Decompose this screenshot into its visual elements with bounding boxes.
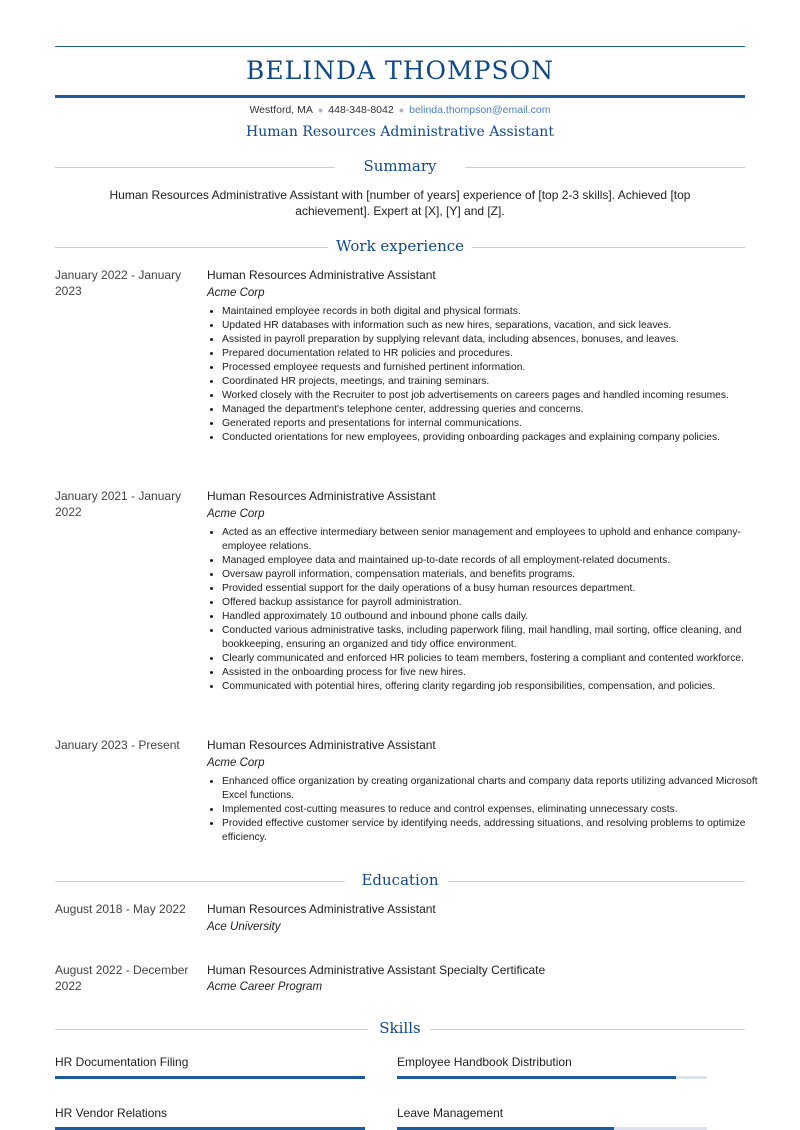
header-rule bbox=[55, 95, 745, 98]
skill-name: Employee Handbook Distribution bbox=[397, 1055, 572, 1069]
bullet-item: • Implemented cost-cutting measures to reduce and control expenses, eliminating unnecessary costs. bbox=[222, 803, 760, 817]
divider bbox=[465, 167, 745, 168]
skill-name: Leave Management bbox=[397, 1106, 504, 1120]
separator-dot-icon: ● bbox=[317, 105, 324, 115]
section-title: Education bbox=[361, 871, 439, 889]
skills-section-header bbox=[55, 1019, 745, 1039]
bullet-item: • Offered backup assistance for payroll administration. bbox=[222, 596, 760, 610]
bullet-item: • Prepared documentation related to HR policies and procedures. bbox=[222, 347, 760, 361]
skill-item bbox=[55, 1054, 365, 1070]
phone: 448-348-8042 bbox=[328, 104, 394, 116]
bullet-item: • Coordinated HR projects, meetings, and training seminars. bbox=[222, 375, 760, 389]
entry-title: Human Resources Administrative Assistant bbox=[207, 268, 436, 282]
bullet-item: • Oversaw payroll information, compensation materials, and benefits programs. bbox=[222, 568, 760, 582]
section-title: Work experience bbox=[335, 237, 465, 255]
section-title: Skills bbox=[379, 1019, 421, 1037]
email-link[interactable]: belinda.thompson@email.com bbox=[409, 104, 551, 116]
bullet-item: • Processed employee requests and furnished pertinent information. bbox=[222, 361, 760, 375]
bullet-item: • Enhanced office organization by creating organizational charts and company data reports utilizing advanced Microsoft Excel functions. bbox=[222, 775, 760, 803]
contact-line bbox=[55, 104, 745, 116]
entry-title: Human Resources Administrative Assistant bbox=[207, 902, 436, 916]
entry-bullets bbox=[207, 775, 760, 845]
job-role: Human Resources Administrative Assistant bbox=[246, 124, 554, 140]
bullet-item: • Managed employee data and maintained up-to-date records of all employment-related documents. bbox=[222, 554, 760, 568]
top-rule bbox=[55, 46, 745, 47]
candidate-name: BELINDA THOMPSON bbox=[246, 56, 554, 85]
entry-bullets bbox=[207, 305, 760, 445]
skill-level-fill bbox=[397, 1076, 676, 1079]
work-section-header bbox=[55, 237, 745, 257]
divider bbox=[430, 1029, 745, 1030]
bullet-item: • Handled approximately 10 outbound and inbound phone calls daily. bbox=[222, 610, 760, 624]
separator-dot-icon: ● bbox=[398, 105, 405, 115]
skill-level-bar bbox=[397, 1076, 707, 1079]
skill-item bbox=[397, 1105, 707, 1121]
entry-title: Human Resources Administrative Assistant bbox=[207, 489, 436, 503]
entry-organization: Acme Corp bbox=[207, 508, 265, 520]
summary-text: Human Resources Administrative Assistant with [number of years] experience of [top 2-3 skills]. Achieved [top achievement]. Expert at [X], [Y] and [Z]. bbox=[109, 188, 691, 218]
entry-bullets bbox=[207, 526, 760, 694]
divider bbox=[472, 247, 745, 248]
bullet-item: • Provided essential support for the daily operations of a busy human resources department. bbox=[222, 582, 760, 596]
skill-item bbox=[55, 1105, 365, 1121]
bullet-item: • Clearly communicated and enforced HR policies to team members, fostering a compliant and contented workforce. bbox=[222, 652, 760, 666]
bullet-item: • Communicated with potential hires, offering clarity regarding job responsibilities, compensation, and policies. bbox=[222, 680, 760, 694]
skill-name: HR Vendor Relations bbox=[55, 1106, 168, 1120]
divider bbox=[448, 881, 745, 882]
skill-name: HR Documentation Filing bbox=[55, 1055, 189, 1069]
entry-organization: Acme Career Program bbox=[207, 981, 323, 993]
bullet-item: • Conducted orientations for new employees, providing onboarding packages and explaining company policies. bbox=[222, 431, 760, 445]
section-title: Summary bbox=[363, 157, 437, 175]
bullet-item: • Acted as an effective intermediary between senior management and employees to uphold and enhance company-employee relations. bbox=[222, 526, 760, 554]
entry-date: January 2021 - January 2022 bbox=[55, 489, 182, 519]
entry-date: January 2022 - January 2023 bbox=[55, 268, 182, 298]
entry-date: January 2023 - Present bbox=[55, 738, 180, 752]
location: Westford, MA bbox=[249, 104, 313, 116]
education-section-header bbox=[55, 871, 745, 891]
skill-item bbox=[397, 1054, 707, 1070]
entry-organization: Acme Corp bbox=[207, 757, 265, 769]
summary-section-header bbox=[55, 157, 745, 177]
skill-level-fill bbox=[55, 1076, 365, 1079]
bullet-item: • Generated reports and presentations for internal communications. bbox=[222, 417, 760, 431]
bullet-item: • Updated HR databases with information such as new hires, separations, vacation, and sick leaves. bbox=[222, 319, 760, 333]
entry-organization: Acme Corp bbox=[207, 287, 265, 299]
entry-title: Human Resources Administrative Assistant bbox=[207, 738, 436, 752]
entry-title: Human Resources Administrative Assistant Specialty Certificate bbox=[207, 963, 546, 977]
bullet-item: • Worked closely with the Recruiter to post job advertisements on careers pages and handled incoming resumes. bbox=[222, 389, 760, 403]
bullet-item: • Conducted various administrative tasks, including paperwork filing, mail handling, mail sorting, office cleaning, and bookkeeping, ensuring an organized and tidy office environment. bbox=[222, 624, 760, 652]
entry-date: August 2022 - December 2022 bbox=[55, 963, 189, 993]
entry-organization: Ace University bbox=[207, 921, 281, 933]
bullet-item: • Assisted in payroll preparation by supplying relevant data, including absences, bonuses, and leaves. bbox=[222, 333, 760, 347]
skill-level-bar bbox=[55, 1076, 365, 1079]
bullet-item: • Maintained employee records in both digital and physical formats. bbox=[222, 305, 760, 319]
bullet-item: • Provided effective customer service by identifying needs, addressing situations, and resolving problems to optimize efficiency. bbox=[222, 817, 760, 845]
bullet-item: • Managed the department's telephone center, addressing queries and concerns. bbox=[222, 403, 760, 417]
bullet-item: • Assisted in the onboarding process for five new hires. bbox=[222, 666, 760, 680]
entry-date: August 2018 - May 2022 bbox=[55, 902, 186, 916]
